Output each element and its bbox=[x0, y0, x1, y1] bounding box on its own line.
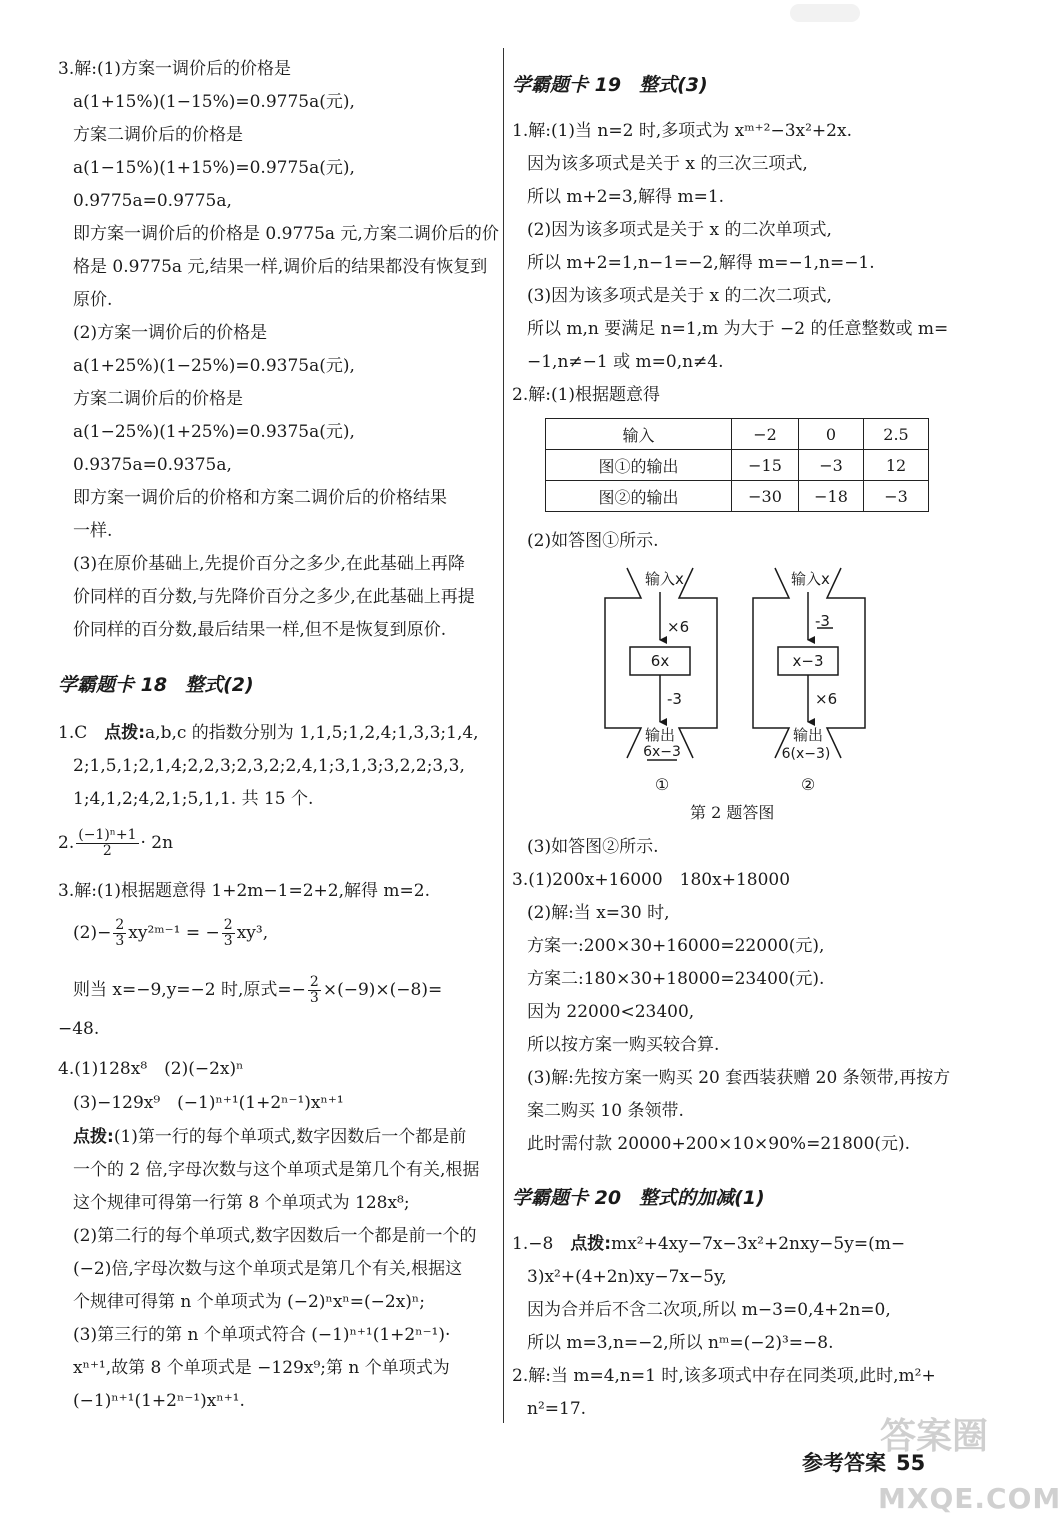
table-cell: 0 bbox=[799, 419, 864, 450]
text-line: 1;4,1,2;4,2,1;5,1,1. 共 15 个. bbox=[73, 789, 314, 809]
text-line bbox=[512, 1233, 905, 1255]
text-line: 2.解:当 m=4,n=1 时,该多项式中存在同类项,此时,m²+ bbox=[512, 1366, 936, 1386]
text-line: (−2)倍,字母次数与这个单项式是第几个有关,根据这 bbox=[73, 1259, 463, 1279]
diagram-result: 6(x−3) bbox=[781, 746, 831, 762]
denominator: 3 bbox=[309, 990, 319, 1006]
text-line: 1.解:(1)当 n=2 时,多项式为 xᵐ⁺²−3x²+2x. bbox=[512, 121, 852, 141]
numerator: (−1)ⁿ+1 bbox=[78, 827, 137, 843]
table-cell: 图①的输出 bbox=[546, 450, 732, 481]
watermark-logo: 答案圈 bbox=[880, 1416, 989, 1457]
text-line: −48. bbox=[58, 1019, 100, 1039]
table-cell: 2.5 bbox=[864, 419, 929, 450]
flow-diagrams bbox=[575, 562, 875, 794]
frame-left-1 bbox=[605, 568, 641, 758]
text-line: 价同样的百分数,与先降价百分之多少,在此基础上再提 bbox=[73, 587, 475, 607]
text-line bbox=[58, 722, 479, 744]
card-topic: 整式(2) bbox=[185, 674, 254, 696]
frame-right-1 bbox=[679, 568, 717, 758]
text-line: 一样. bbox=[73, 521, 113, 541]
diagram-op: -3 bbox=[815, 612, 830, 630]
fraction bbox=[222, 918, 235, 949]
text-line: 0.9375a=0.9375a, bbox=[73, 455, 232, 475]
diagram-input: 输入x bbox=[791, 570, 830, 588]
text-line: (2)解:当 x=30 时, bbox=[527, 903, 670, 923]
section-heading-18 bbox=[58, 670, 254, 697]
table-cell: −30 bbox=[732, 481, 799, 512]
diagram-output: 输出 bbox=[645, 726, 676, 744]
text-line: 所以 m,n 要满足 n=1,m 为大于 −2 的任意整数或 m= bbox=[527, 319, 949, 339]
numerator: 2 bbox=[115, 917, 125, 933]
card-topic: 整式(3) bbox=[639, 74, 708, 96]
fraction bbox=[113, 918, 126, 949]
scan-smudge bbox=[790, 4, 860, 22]
watermark-url: MXQE.COM bbox=[878, 1482, 1061, 1515]
text-line: 因为合并后不含二次项,所以 m−3=0,4+2n=0, bbox=[527, 1300, 891, 1320]
text-line: −1,n≠−1 或 m=0,n≠4. bbox=[527, 352, 724, 372]
text-line: (3)如答图②所示. bbox=[527, 837, 659, 857]
text-line: 2;1,5,1;2,1,4;2,2,3;2,3,2;2,4,1;3,1,3;3,2,2;3,3, bbox=[73, 756, 465, 776]
text-line bbox=[58, 828, 173, 859]
section-heading-20 bbox=[512, 1183, 765, 1210]
text-line bbox=[73, 918, 268, 949]
text-line: (3)−129x⁹ (−1)ⁿ⁺¹(1+2ⁿ⁻¹)xⁿ⁺¹ bbox=[73, 1093, 344, 1113]
diagram-box-label: 6x bbox=[650, 652, 670, 670]
table-cell: 输入 bbox=[546, 419, 732, 450]
text-line bbox=[73, 975, 442, 1006]
page-number: 55 bbox=[896, 1451, 926, 1475]
formula-tail: · 2n bbox=[140, 833, 174, 853]
text-line: 一个的 2 倍,字母次数与这个单项式是第几个有关,根据 bbox=[73, 1160, 480, 1180]
frame-left-2 bbox=[753, 568, 789, 758]
diagram-op: ×6 bbox=[667, 618, 690, 636]
card-number: 学霸题卡 20 bbox=[512, 1187, 622, 1209]
formula-part: xy³, bbox=[236, 923, 269, 943]
text-line: 即方案一调价后的价格是 0.9775a 元,方案二调价后的价 bbox=[73, 224, 499, 244]
text-line: 所以按方案一购买较合算. bbox=[527, 1035, 720, 1055]
table-cell: −3 bbox=[864, 481, 929, 512]
fraction bbox=[76, 828, 138, 859]
text-line: a(1−15%)(1+15%)=0.9775a(元), bbox=[73, 158, 355, 178]
text-line: 价同样的百分数,最后结果一样,但不是恢复到原价. bbox=[73, 620, 447, 640]
table-cell: 12 bbox=[864, 450, 929, 481]
frame-right-2 bbox=[827, 568, 865, 758]
text-line: 此时需付款 20000+200×10×90%=21800(元). bbox=[527, 1134, 911, 1154]
text-line: 3.(1)200x+16000 180x+18000 bbox=[512, 870, 791, 890]
hint-label: 点拨: bbox=[73, 1127, 114, 1147]
table-cell: −3 bbox=[799, 450, 864, 481]
denominator: 3 bbox=[223, 933, 233, 949]
text-line: (2)方案一调价后的价格是 bbox=[73, 323, 268, 343]
text-line: (−1)ⁿ⁺¹(1+2ⁿ⁻¹)xⁿ⁺¹. bbox=[73, 1391, 245, 1411]
formula-part: xy²ᵐ⁻¹ = − bbox=[128, 923, 220, 943]
diagram-caption: 第 2 题答图 bbox=[690, 803, 775, 822]
text-line: (2)如答图①所示. bbox=[527, 531, 659, 551]
table-row bbox=[546, 450, 929, 481]
text-line: (3)在原价基础上,先提价百分之多少,在此基础上再降 bbox=[73, 554, 465, 574]
diagram-result: 6x−3 bbox=[643, 744, 681, 760]
card-number: 学霸题卡 19 bbox=[512, 74, 622, 96]
formula-part: 则当 x=−9,y=−2 时,原式=− bbox=[73, 980, 306, 1000]
card-topic: 整式的加减(1) bbox=[639, 1187, 765, 1209]
numerator: 2 bbox=[309, 974, 319, 990]
text-line: 4.(1)128x⁸ (2)(−2x)ⁿ bbox=[58, 1059, 244, 1079]
question-number: 2. bbox=[58, 833, 75, 853]
text-line: 即方案一调价后的价格和方案二调价后的价格结果 bbox=[73, 488, 447, 508]
denominator: 3 bbox=[115, 933, 125, 949]
text-line: 2.解:(1)根据题意得 bbox=[512, 385, 661, 405]
text-line: (3)因为该多项式是关于 x 的二次二项式, bbox=[527, 286, 832, 306]
text-line: 格是 0.9775a 元,结果一样,调价后的结果都没有恢复到 bbox=[73, 257, 488, 277]
column-divider bbox=[503, 48, 504, 1423]
text-line: 个规律可得第 n 个单项式为 (−2)ⁿxⁿ=(−2x)ⁿ; bbox=[73, 1292, 426, 1312]
text-line: 3.解:(1)根据题意得 1+2m−1=2+2,解得 m=2. bbox=[58, 881, 430, 901]
answer-label: 1.−8 bbox=[512, 1234, 554, 1254]
text-line: 所以 m+2=1,n−1=−2,解得 m=−1,n=−1. bbox=[527, 253, 875, 273]
card-number: 学霸题卡 18 bbox=[58, 674, 168, 696]
text-line: 方案二调价后的价格是 bbox=[73, 125, 243, 145]
text-line: a(1−25%)(1+25%)=0.9375a(元), bbox=[73, 422, 355, 442]
text-line: 3.解:(1)方案一调价后的价格是 bbox=[58, 59, 292, 79]
diagram-mark: ② bbox=[800, 775, 816, 794]
hint-label: 点拨: bbox=[104, 723, 146, 743]
hint-text: mx²+4xy−7x−3x²+2nxy−5y=(m− bbox=[611, 1234, 906, 1254]
text-line: n²=17. bbox=[527, 1399, 587, 1419]
table-cell: −2 bbox=[732, 419, 799, 450]
text-line: (2)第二行的每个单项式,数字因数后一个都是前一个的 bbox=[73, 1226, 477, 1246]
text-line: 因为该多项式是关于 x 的三次三项式, bbox=[527, 154, 808, 174]
table-row bbox=[546, 481, 929, 512]
text-line: 所以 m=3,n=−2,所以 nᵐ=(−2)³=−8. bbox=[527, 1333, 834, 1353]
section-heading-19 bbox=[512, 70, 708, 97]
diagram-mark: ① bbox=[654, 775, 670, 794]
text-line: 案二购买 10 条领带. bbox=[527, 1101, 684, 1121]
text-line: 原价. bbox=[73, 290, 113, 310]
diagram-output: 输出 bbox=[793, 726, 824, 744]
answer-label: 1.C bbox=[58, 723, 88, 743]
text-line: a(1+25%)(1−25%)=0.9375a(元), bbox=[73, 356, 355, 376]
diagram-input: 输入x bbox=[645, 570, 684, 588]
diagram-box-label: x−3 bbox=[792, 652, 824, 670]
text-line: a(1+15%)(1−15%)=0.9775a(元), bbox=[73, 92, 355, 112]
text-line: 因为 22000<23400, bbox=[527, 1002, 695, 1022]
table-cell: 图②的输出 bbox=[546, 481, 732, 512]
text-line bbox=[73, 1126, 466, 1148]
page-footer bbox=[802, 1447, 925, 1477]
table-row bbox=[546, 419, 929, 450]
text-line: (2)因为该多项式是关于 x 的二次单项式, bbox=[527, 220, 832, 240]
fraction bbox=[308, 975, 321, 1006]
text-line: 所以 m+2=3,解得 m=1. bbox=[527, 187, 725, 207]
text-line: 这个规律可得第一行第 8 个单项式为 128x⁸; bbox=[73, 1193, 410, 1213]
text-line: 方案二:180×30+18000=23400(元). bbox=[527, 969, 825, 989]
text-line: (3)第三行的第 n 个单项式符合 (−1)ⁿ⁺¹(1+2ⁿ⁻¹)· bbox=[73, 1325, 451, 1345]
diagram-op: -3 bbox=[667, 690, 682, 708]
formula-part: ×(−9)×(−8)= bbox=[322, 980, 443, 1000]
hint-text: a,b,c 的指数分别为 1,1,5;1,2,4;1,3,3;1,4, bbox=[145, 723, 479, 743]
hint-label: 点拨: bbox=[570, 1234, 612, 1254]
text-line: (3)解:先按方案一购买 20 套西装获赠 20 条领带,再按方 bbox=[527, 1068, 951, 1088]
io-table bbox=[545, 418, 929, 512]
hint-text: (1)第一行的每个单项式,数字因数后一个都是前 bbox=[113, 1127, 467, 1147]
text-line: 0.9775a=0.9775a, bbox=[73, 191, 232, 211]
table-cell: −18 bbox=[799, 481, 864, 512]
text-line: 方案二调价后的价格是 bbox=[73, 389, 243, 409]
text-line: 方案一:200×30+16000=22000(元), bbox=[527, 936, 825, 956]
diagram-op: ×6 bbox=[815, 690, 838, 708]
table-cell: −15 bbox=[732, 450, 799, 481]
denominator: 2 bbox=[102, 843, 112, 859]
footer-label: 参考答案 bbox=[802, 1451, 886, 1475]
formula-part: (2)− bbox=[73, 923, 112, 943]
numerator: 2 bbox=[223, 917, 233, 933]
text-line: 3)x²+(4+2n)xy−7x−5y, bbox=[527, 1267, 727, 1287]
text-line: xⁿ⁺¹,故第 8 个单项式是 −129x⁹;第 n 个单项式为 bbox=[73, 1358, 450, 1378]
